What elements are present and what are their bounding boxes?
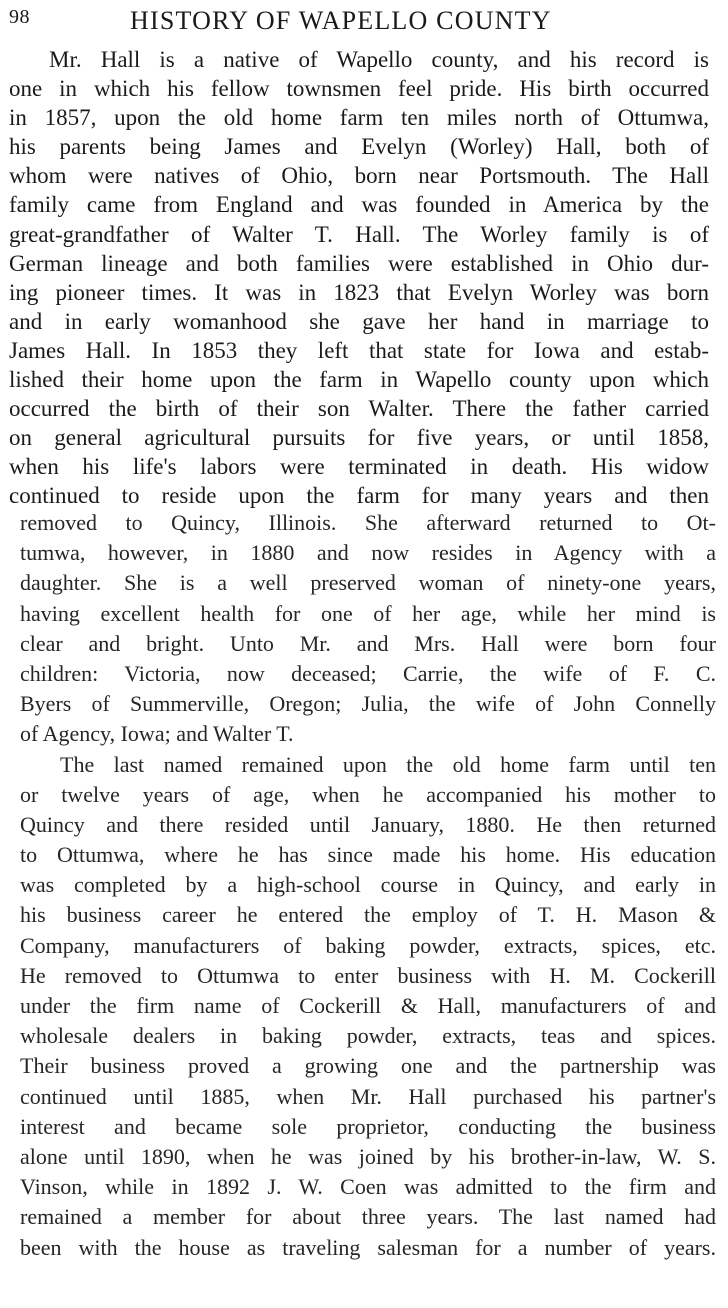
text-line: daughter. She is a well preserved woman of ninety-one years, [20,570,716,596]
text-line: remained a member for about three years. The last named had [20,1204,716,1230]
text-line: one in which his fellow townsmen feel pride. His birth occurred [9,76,709,102]
text-line: and in early womanhood she gave her hand in marriage to [9,308,709,334]
text-line: under the firm name of Cockerill & Hall, manufacturers of and [20,993,716,1018]
text-line: ing pioneer times. It was in 1823 that Evelyn Worley was born [9,279,709,305]
text-line: of Agency, Iowa; and Walter T. [20,721,294,747]
text-line: or twelve years of age, when he accompanied his mother to [20,781,716,807]
text-line: interest and became sole proprietor, conducting the business [20,1113,716,1139]
body-text-block-two [20,508,716,1263]
text-line: family came from England and was founded in America by the [9,192,709,218]
text-line: Vinson, while in 1892 J. W. Coen was admitted to the firm and [20,1174,716,1200]
text-line: whom were natives of Ohio, born near Portsmouth. The Hall [9,163,709,189]
text-line: Mr. Hall is a native of Wapello county, and his record is [49,47,709,72]
text-line: tumwa, however, in 1880 and now resides in Agency with a [20,540,716,566]
text-line: in 1857, upon the old home farm ten miles north of Ottumwa, [9,105,709,131]
text-line: been with the house as traveling salesman for a number of years. [20,1234,716,1260]
text-line: occurred the birth of their son Walter. There the father carried [9,396,709,422]
text-line: German lineage and both families were established in Ohio dur- [9,250,709,276]
text-line: clear and bright. Unto Mr. and Mrs. Hall were born four [20,630,716,656]
text-line: lished their home upon the farm in Wapello county upon which [9,367,709,393]
text-line: when his life's labors were terminated in death. His widow [9,454,709,480]
text-line: Their business proved a growing one and the partnership was [20,1053,716,1079]
text-line: alone until 1890, when he was joined by his brother-in-law, W. S. [20,1143,716,1169]
text-line: continued until 1885, when Mr. Hall purchased his partner's [20,1083,716,1109]
text-line: Quincy and there resided until January, 1880. He then returned [20,811,716,837]
text-line: his business career he entered the employ of T. H. Mason & [20,902,716,928]
text-line: removed to Quincy, Illinois. She afterward returned to Ot- [20,510,716,535]
text-line: his parents being James and Evelyn (Worley) Hall, both of [9,134,709,160]
page-number: 98 [9,6,30,28]
running-head: HISTORY OF WAPELLO COUNTY [130,6,552,35]
text-line: children: Victoria, now deceased; Carrie, the wife of F. C. [20,660,716,686]
text-line: James Hall. In 1853 they left that state for Iowa and estab- [9,337,709,363]
text-line: wholesale dealers in baking powder, extracts, teas and spices. [20,1023,716,1049]
text-line: continued to reside upon the farm for many years and then [9,483,709,509]
text-line: Company, manufacturers of baking powder, extracts, spices, etc. [20,932,716,958]
text-line: great-grandfather of Walter T. Hall. The Worley family is of [9,221,709,247]
body-text-block-one [9,45,709,511]
text-line: was completed by a high-school course in Quincy, and early in [20,872,716,898]
text-line: to Ottumwa, where he has since made his home. His education [20,842,716,868]
text-line: on general agricultural pursuits for five years, or until 1858, [9,425,709,451]
text-line: The last named remained upon the old home farm until ten [60,751,716,777]
text-line: He removed to Ottumwa to enter business with H. M. Cockerill [20,962,716,988]
text-line: having excellent health for one of her age, while her mind is [20,600,716,626]
text-line: Byers of Summerville, Oregon; Julia, the wife of John Connelly [20,691,716,717]
page-header [0,4,728,40]
